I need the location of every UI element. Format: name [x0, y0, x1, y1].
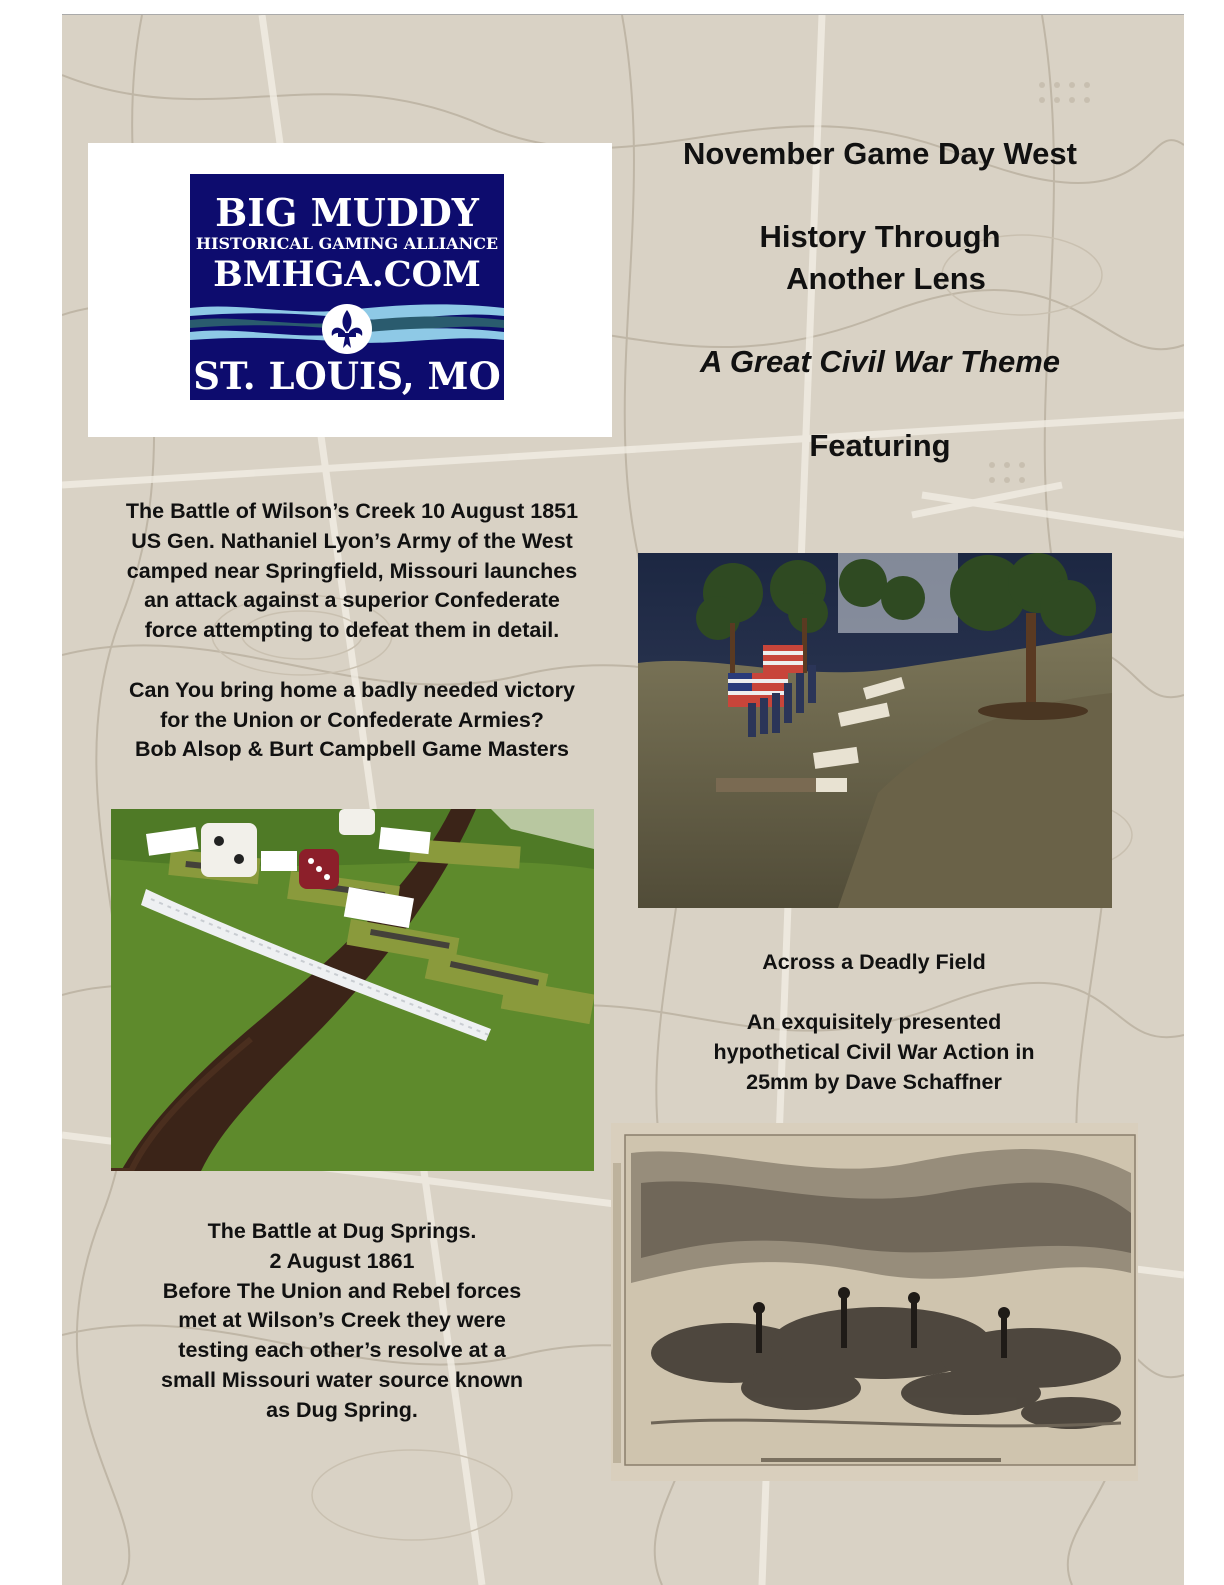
event-subtitle-line1: History Through — [759, 219, 1001, 254]
deadly-field-description — [614, 1008, 1134, 1097]
logo-line-location: ST. LOUIS, MO — [193, 354, 501, 398]
fleur-de-lis-icon — [320, 302, 374, 356]
text-line: met at Wilson’s Creek they were — [178, 1308, 506, 1333]
text-line: An exquisitely presented — [746, 1010, 1002, 1034]
text-line: 2 August 1861 — [269, 1248, 415, 1273]
text-line: an attack against a superior Confederate — [144, 588, 560, 613]
text-line: hypothetical Civil War Action in — [713, 1039, 1035, 1064]
text-line: Before The Union and Rebel forces — [162, 1278, 522, 1303]
text-line: camped near Springfield, Missouri launches — [126, 558, 578, 583]
text-line: Can You bring home a badly needed victory — [128, 677, 576, 702]
deadly-field-title: Across a Deadly Field — [762, 950, 986, 974]
wilsons-creek-description — [92, 497, 612, 765]
text-line: Bob Alsop & Burt Campbell Game Masters — [134, 737, 570, 762]
featuring-label: Featuring — [809, 428, 951, 463]
bmhga-logo — [190, 174, 504, 400]
logo-line-alliance: HISTORICAL GAMING ALLIANCE — [195, 234, 499, 253]
text-line: The Battle at Dug Springs. — [207, 1219, 477, 1243]
diorama-photo — [638, 553, 1112, 908]
text-line: US Gen. Nathaniel Lyon’s Army of the West — [131, 528, 573, 553]
text-line: 25mm by Dave Schaffner — [746, 1069, 1002, 1094]
dug-springs-description — [82, 1217, 602, 1426]
text-line: as Dug Spring. — [266, 1397, 418, 1422]
tabletop-game-photo — [111, 809, 594, 1171]
text-line: testing each other’s resolve at a — [178, 1338, 506, 1363]
event-subtitle-line2: Another Lens — [786, 261, 986, 296]
text-line: The Battle of Wilson’s Creek 10 August 1851 — [125, 499, 579, 523]
event-theme: A Great Civil War Theme — [699, 344, 1061, 379]
text-line: for the Union or Confederate Armies? — [160, 707, 544, 732]
text-line: small Missouri water source known — [160, 1367, 524, 1392]
historic-engraving — [611, 1123, 1138, 1481]
event-title: November Game Day West — [683, 136, 1077, 171]
logo-line-big-muddy: BIG MUDDY — [215, 190, 479, 235]
logo-line-website: BMHGA.COM — [213, 254, 481, 295]
text-line: force attempting to defeat them in detail. — [144, 618, 560, 643]
